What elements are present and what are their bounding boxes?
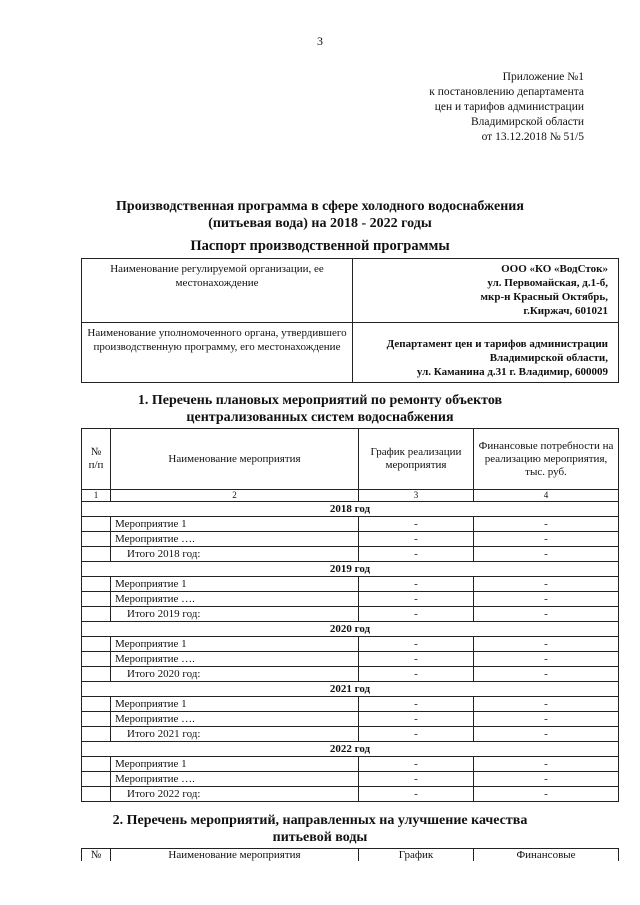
passport-label: Наименование уполномоченного органа, утвердившего производственную программу, его местонахождение [82, 323, 353, 383]
year-label: 2020 год [82, 622, 619, 637]
column-number: 4 [474, 490, 619, 502]
cell-schedule: - [359, 712, 474, 727]
heading-line: питьевой воды [272, 830, 368, 845]
cell-schedule: - [359, 547, 474, 562]
cell-name: Мероприятие …. [111, 652, 359, 667]
header-finance: Финансовые потребности на реализацию мероприятия, тыс. руб. [474, 429, 619, 490]
cell-schedule: - [359, 577, 474, 592]
cell-schedule: - [359, 652, 474, 667]
column-number: 1 [82, 490, 111, 502]
title-line: Производственная программа в сфере холодного водоснабжения [116, 199, 524, 214]
cell-finance: - [474, 607, 619, 622]
header-name: Наименование мероприятия [111, 849, 359, 862]
cell-num [82, 772, 111, 787]
cell-schedule: - [359, 517, 474, 532]
cell-finance: - [474, 592, 619, 607]
cell-name: Мероприятие …. [111, 592, 359, 607]
cell-num [82, 607, 111, 622]
cell-num [82, 532, 111, 547]
cell-finance: - [474, 727, 619, 742]
cell-schedule: - [359, 757, 474, 772]
measure-row [82, 652, 619, 667]
measure-row [82, 757, 619, 772]
total-row [82, 727, 619, 742]
passport-label: Наименование регулируемой организации, ее местонахождение [82, 259, 353, 323]
measure-row [82, 772, 619, 787]
year-row [82, 622, 619, 637]
year-row [82, 562, 619, 577]
total-row [82, 787, 619, 802]
measure-row [82, 592, 619, 607]
cell-name: Итого 2019 год: [111, 607, 359, 622]
passport-row-organization [82, 259, 619, 323]
value-line: мкр-н Красный Октябрь, [480, 291, 608, 303]
cell-schedule: - [359, 637, 474, 652]
cell-finance: - [474, 697, 619, 712]
page-number: 3 [317, 34, 323, 48]
measure-row [82, 697, 619, 712]
value-line: ул. Первомайская, д.1-б, [487, 277, 608, 289]
table-header-row [82, 849, 619, 862]
cell-schedule: - [359, 697, 474, 712]
cell-finance: - [474, 712, 619, 727]
value-line: г.Киржач, 601021 [523, 305, 608, 317]
title-line: (питьевая вода) на 2018 - 2022 годы [208, 216, 432, 231]
cell-finance: - [474, 772, 619, 787]
value-line: Департамент цен и тарифов администрации [386, 338, 608, 350]
value-line: ул. Каманина д.31 г. Владимир, 600009 [416, 366, 608, 378]
value-line: Владимирской области, [489, 352, 608, 364]
appendix-line: Владимирской области [470, 116, 584, 128]
header-num: № п/п [82, 429, 111, 490]
total-row [82, 667, 619, 682]
passport-row-authority [82, 323, 619, 383]
cell-name: Мероприятие …. [111, 712, 359, 727]
year-row [82, 502, 619, 517]
cell-name: Итого 2022 год: [111, 787, 359, 802]
cell-schedule: - [359, 592, 474, 607]
cell-finance: - [474, 517, 619, 532]
cell-finance: - [474, 787, 619, 802]
section1-heading [0, 392, 640, 426]
measure-row [82, 577, 619, 592]
total-row [82, 547, 619, 562]
cell-name: Итого 2018 год: [111, 547, 359, 562]
total-row [82, 607, 619, 622]
repair-measures-table [81, 428, 619, 802]
year-label: 2018 год [82, 502, 619, 517]
passport-title: Паспорт производственной программы [190, 238, 450, 254]
appendix-block [284, 70, 584, 145]
cell-finance: - [474, 667, 619, 682]
cell-finance: - [474, 532, 619, 547]
heading-line: 1. Перечень плановых мероприятий по ремонту объектов [137, 393, 503, 408]
cell-num [82, 517, 111, 532]
document-title [0, 198, 640, 232]
cell-num [82, 757, 111, 772]
measure-row [82, 517, 619, 532]
cell-schedule: - [359, 772, 474, 787]
measure-row [82, 712, 619, 727]
year-row [82, 682, 619, 697]
value-line: ООО «КО «ВодСток» [501, 263, 608, 275]
header-name: Наименование мероприятия [111, 429, 359, 490]
cell-num [82, 547, 111, 562]
measure-row [82, 637, 619, 652]
cell-finance: - [474, 757, 619, 772]
cell-finance: - [474, 637, 619, 652]
cell-schedule: - [359, 532, 474, 547]
cell-name: Мероприятие …. [111, 532, 359, 547]
cell-name: Мероприятие 1 [111, 697, 359, 712]
header-finance: Финансовые [474, 849, 619, 862]
cell-num [82, 697, 111, 712]
heading-line: 2. Перечень мероприятий, направленных на улучшение качества [112, 813, 528, 828]
header-schedule: График [359, 849, 474, 862]
column-number: 3 [359, 490, 474, 502]
cell-schedule: - [359, 667, 474, 682]
cell-name: Мероприятие …. [111, 772, 359, 787]
section2-heading [0, 812, 640, 846]
appendix-line: цен и тарифов администрации [434, 101, 584, 113]
cell-name: Мероприятие 1 [111, 517, 359, 532]
column-number: 2 [111, 490, 359, 502]
cell-num [82, 652, 111, 667]
measure-row [82, 532, 619, 547]
cell-name: Мероприятие 1 [111, 757, 359, 772]
passport-value [353, 323, 619, 383]
cell-num [82, 712, 111, 727]
header-schedule: График реализации мероприятия [359, 429, 474, 490]
year-label: 2021 год [82, 682, 619, 697]
cell-name: Итого 2020 год: [111, 667, 359, 682]
cell-schedule: - [359, 727, 474, 742]
cell-num [82, 727, 111, 742]
column-number-row [82, 490, 619, 502]
appendix-line: к постановлению департамента [429, 86, 584, 98]
cell-num [82, 637, 111, 652]
passport-table [81, 258, 619, 383]
cell-num [82, 577, 111, 592]
year-row [82, 742, 619, 757]
heading-line: централизованных систем водоснабжения [186, 410, 454, 425]
cell-num [82, 787, 111, 802]
cell-name: Итого 2021 год: [111, 727, 359, 742]
year-label: 2022 год [82, 742, 619, 757]
appendix-line: Приложение №1 [502, 71, 584, 83]
cell-finance: - [474, 547, 619, 562]
cell-num [82, 592, 111, 607]
passport-value [353, 259, 619, 323]
cell-finance: - [474, 577, 619, 592]
cell-finance: - [474, 652, 619, 667]
year-rows [82, 502, 619, 802]
appendix-line: от 13.12.2018 № 51/5 [481, 131, 584, 143]
header-num: № [82, 849, 111, 862]
cell-schedule: - [359, 787, 474, 802]
quality-measures-table [81, 848, 619, 861]
cell-name: Мероприятие 1 [111, 577, 359, 592]
cell-schedule: - [359, 607, 474, 622]
cell-name: Мероприятие 1 [111, 637, 359, 652]
table-header-row [82, 429, 619, 490]
year-label: 2019 год [82, 562, 619, 577]
cell-num [82, 667, 111, 682]
